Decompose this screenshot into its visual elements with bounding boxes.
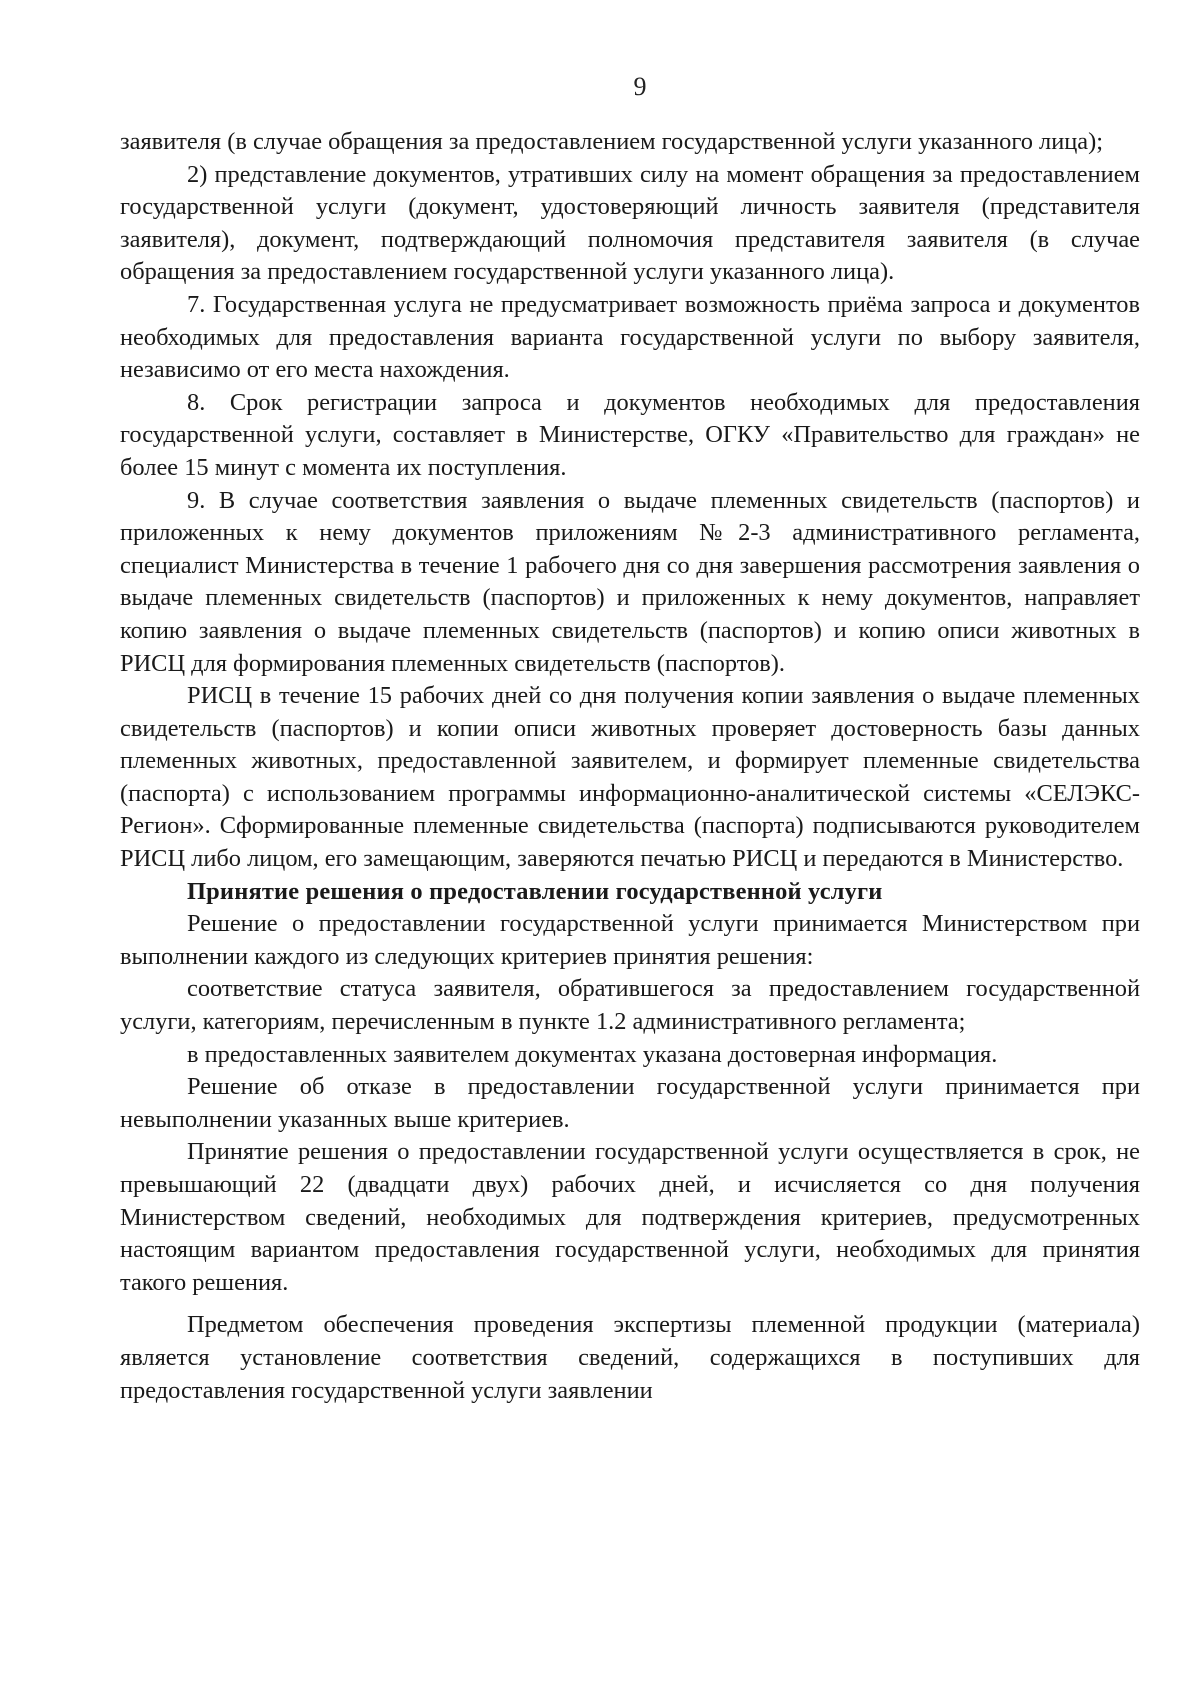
paragraph-item-2: 2) представление документов, утративших силу на момент обращения за предоставлением государственной услуги (документ, удостоверяющий личность заявителя (представителя заявителя), документ, подтверждающий полномочия представителя заявителя (в случае обращения за предоставлением государственной услуги указанного лица). [120,160,1140,286]
paragraph-decision-term: Принятие решения о предоставлении государственной услуги осуществляется в срок, не превышающий 22 (двадцати двух) рабочих дней, и исчисляется со дня получения Министерством сведений, необходимых для подтверждения критериев, предусмотренных настоящим вариантом предоставления государственной услуги, необходимых для принятия такого решения. [120,1138,1140,1296]
paragraph-refusal: Решение об отказе в предоставлении государственной услуги принимается при невыполнении указанных выше критериев. [120,1073,1140,1133]
paragraph-expertise: Предметом обеспечения проведения экспертизы племенной продукции (материала) является установление соответствия сведений, содержащихся в поступивших для предоставления государственной услуги заявлении [120,1311,1140,1404]
criterion-status: соответствие статуса заявителя, обратившегося за предоставлением государственной услуги, категориям, перечисленным в пункте 1.2 административного регламента; [120,975,1140,1036]
paragraph-risc: РИСЦ в течение 15 рабочих дней со дня получения копии заявления о выдаче племенных свидетельств (паспортов) и копии описи животных проверяет достоверность базы данных племенных животных, предоставленной заявителем, и формирует племенные свидетельства (паспорта) с использованием программы информационно-аналитической системы «СЕЛЭКС-Регион». Сформированные племенные свидетельства (паспорта) подписываются руководителем РИСЦ либо лицом, его замещающим, заверяются печатью РИСЦ и передаются в Министерство. [120,682,1140,873]
criterion-reliable-info: в предоставленных заявителем документах указана достоверная информация. [187,1040,998,1068]
paragraph-continuation: заявителя (в случае обращения за предоставлением государственной услуги указанного лица); [120,128,1104,155]
paragraph-clause-9: 9. В случае соответствия заявления о выдаче племенных свидетельств (паспортов) и приложенных к нему документов приложениям №2-3 административного регламента, специалист Министерства в течение 1 рабочего дня со дня завершения рассмотрения заявления о выдаче племенных свидетельств (паспортов) и приложенных к нему документов, направляет копию заявления о выдаче племенных свидетельств (паспортов) и копию описи животных в РИСЦ для формирования племенных свидетельств (паспортов). [120,486,1140,677]
paragraph-clause-8: 8. Срок регистрации запроса и документов необходимых для предоставления государственной услуги, составляет в Министерстве, ОГКУ «Правительство для граждан» не более 15 минут с момента их поступления. [120,388,1140,481]
paragraph-decision-criteria: Решение о предоставлении государственной услуги принимается Министерством при выполнении каждого из следующих критериев принятия решения: [120,910,1140,970]
section-heading: Принятие решения о предоставлении государственной услуги [187,877,883,905]
page-number: 9 [633,72,647,101]
document-body [120,126,1140,1407]
paragraph-clause-7: 7. Государственная услуга не предусматривает возможность приёма запроса и документов необходимых для предоставления варианта государственной услуги по выбору заявителя, независимо от его места нахождения. [120,290,1140,384]
